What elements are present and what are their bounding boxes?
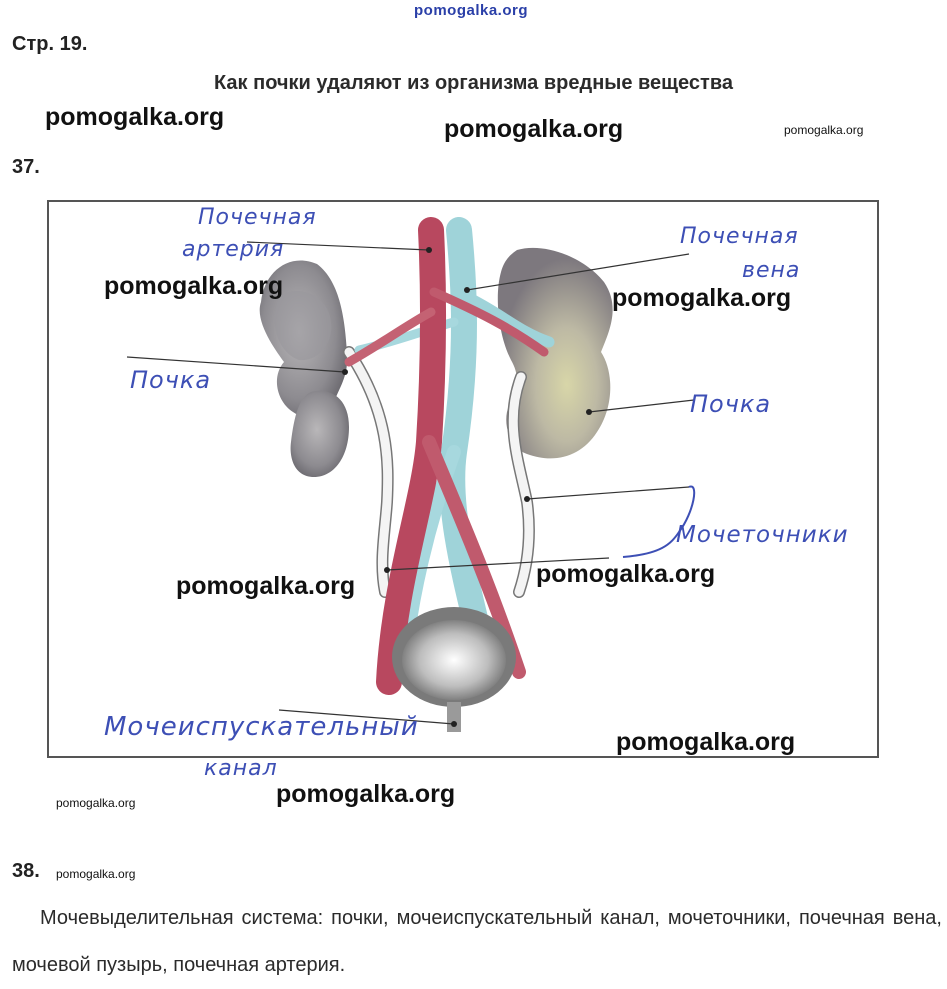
watermark: pomogalka.org xyxy=(176,572,356,600)
watermark-top: pomogalka.org xyxy=(414,2,529,19)
watermark: pomogalka.org xyxy=(616,728,796,756)
watermark-small: pomogalka.org xyxy=(56,796,136,810)
page-number: Стр. 19. xyxy=(12,33,88,55)
label-renal-vein-line2: вена xyxy=(742,258,801,283)
urethra xyxy=(447,702,461,732)
label-urethra-line2: канал xyxy=(204,756,278,781)
bladder-inner xyxy=(402,620,506,700)
label-ureters: Мочеточники xyxy=(676,522,849,548)
watermark-small: pomogalka.org xyxy=(56,867,136,881)
page-heading: Как почки удаляют из организма вредные вещества xyxy=(213,72,733,94)
label-kidney-right: Почка xyxy=(690,390,772,418)
label-renal-artery-line2: артерия xyxy=(182,237,285,262)
watermark: pomogalka.org xyxy=(45,103,225,131)
label-kidney-left: Почка xyxy=(130,366,212,394)
label-renal-artery-line1: Почечная xyxy=(198,205,317,230)
task-38-answer: Мочевыделительная система: почки, мочеиспускательный канал, мочеточники, почечная вена, мочевой пузырь, почечная артерия. xyxy=(12,907,942,976)
task-38-number: 38. xyxy=(12,860,40,882)
watermark: pomogalka.org xyxy=(104,272,284,300)
label-renal-vein-line1: Почечная xyxy=(680,224,799,249)
watermark: pomogalka.org xyxy=(276,780,456,808)
watermark: pomogalka.org xyxy=(444,115,624,143)
watermark: pomogalka.org xyxy=(612,284,792,312)
label-urethra-line1: Мочеиспускательный xyxy=(104,712,419,742)
watermark: pomogalka.org xyxy=(536,560,716,588)
task-37-number: 37. xyxy=(12,156,40,178)
watermark-small: pomogalka.org xyxy=(784,123,864,137)
